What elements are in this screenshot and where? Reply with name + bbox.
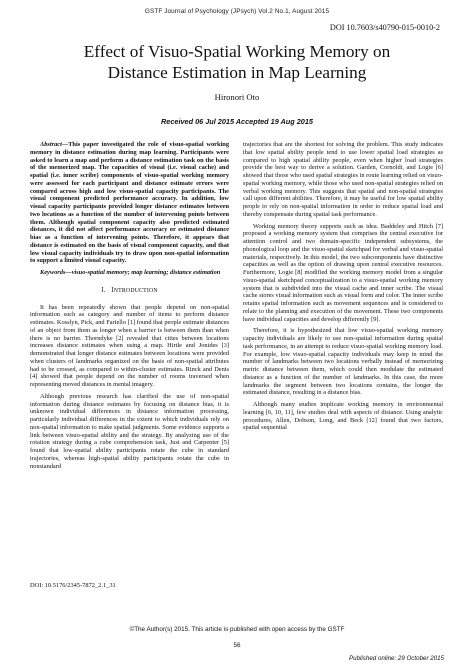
title-line-1: Effect of Visuo-Spatial Working Memory on [83,42,391,61]
intro-paragraph-1: It has been repeatedly shown that people depend on non-spatial information such as category and number of items to perform distance estimates. Kosslyn, Pick, and Fariello [1] found that people estimate distances of an object from them as longer when a barrier is between them than when there is no barrier. Thorndyke [2] revealed that cities between locations increases distance estimates when using a map. Hirtle and Jonides [3] demonstrated that longer distance estimates between locations were provided when clusters of landmarks organized on the basis of non-spatial attributes had to be crossed, as compared to within-cluster estimates. Rinck and Denis [4] showed that people depend on the number of rooms traversed when representing moved distances in mental imagery. [30,303,229,388]
left-column [30,141,229,470]
section-numeral: I. [101,286,106,294]
section-title-rest: NTRODUCTION [113,287,158,294]
abstract [30,141,229,265]
abstract-lead: Abstract [40,141,62,148]
footer-copyright: ©The Author(s) 2015. This article is published with open access by the GSTF [129,626,345,633]
right-paragraph-2: Working memory theory supports such as idea. Baddeley and Hitch [7] proposed a working memory system that comprises the central executive for attention control and two domain-specific independent subsystems, the phonological loop and the visuo-spatial sketchpad for verbal and visuo-spatial materials, respectively. In this model, the two subcomponents have distinctive capacities as well as the option of drawing upon central executive resources. Furthermore, Logie [8] modified the working memory model from a singular visuo-spatial sketchpad conceptualization to a visuo-spatial working memory system that is subdivided into the visual cache and inner scribe. The visual cache stores visual information such as visual form and color. The inner scribe retains spatial information such as movement sequences and is considered to relate to the planning and execution of the movement. These two components have individual capacities and develop differently [9]. [243,222,443,323]
journal-header: GSTF Journal of Psychology (JPsych) Vol.2 No.1, August 2015 [144,8,330,15]
right-paragraph-1: trajectories that are the shortest for solving the problem. This study indicates that low spatial ability people tend to use lower spatial load strategies as compared to high spatial ability people, even when higher load strategies provide the best way to derive a solution. Garden, Cornoldi, and Logie [6] showed that those who used spatial strategies in route learning relied on visuo-spatial working memory, while those who used non-spatial strategies relied on verbal working memory. This suggests that spatial and non-spatial strategies call upon different abilities. Therefore, it may be useful for low spatial ability people to rely on non-spatial information in order to reduce spatial load and thereby compensate during spatial task performance. [243,141,443,218]
section-heading-introduction [30,287,229,296]
doi-bottom: DOI: 10.5176/2345-7872_2.1_31 [30,582,116,589]
keywords: Keywords—visuo-spatial memory; map learning; distance estimation [40,269,221,276]
section-initial: I [111,286,114,294]
right-paragraph-4: Although many studies implicate working memory in environmental learning [6, 10, 11], few studies deal with aspects of distance. Using analytic procedures, Allen, Dobson, Long, and Beck [12] found that two factors, spatial sequential [243,401,443,432]
right-paragraph-3: Therefore, it is hypothesized that low visuo-spatial working memory capacity individuals are likely to use non-spatial information during spatial task performance, in an attempt to reduce visuo-spatial working memory load. For example, low visuo-spatial capacity individuals may keep in mind the number of landmarks between two locations verbally instead of memorizing metric distance between them, which could then modulate the estimated distance as a function of the number of landmarks. In this case, the more landmarks the segment between two locations contains, the longer the estimated distance, resulting in a distance bias. [243,327,443,397]
title-line-2: Distance Estimation in Map Learning [107,63,367,82]
right-column [243,141,443,432]
published-online: Published online: 29 October 2015 [349,655,444,662]
paper-title [0,41,474,83]
doi-top: DOI 10.7603/s40790-015-0010-2 [329,23,440,32]
author-name: Hironori Oto [214,92,260,102]
intro-paragraph-2: Although previous research has clarified the use of non-spatial information during distance estimates by focusing on distance bias, it is unknown individual differences in distance information processing, particularly individual differences in the extent to which individuals rely on non-spatial information to make spatial judgments. Some evidence supports a link between visuo-spatial ability and the strategy. By analyzing use of the rotation strategy during a cube comprehension task, Just and Carpenter [5] found that low-spatial ability participants rotate the cube in standard trajectories, whereas high-spatial ability participants rotate the cube in nonstandard [30,392,229,470]
abstract-body: —This paper investigated the role of visuo-spatial working memory in distance estimation during map learning. Participants were asked to learn a map and perform a distance estimation task on the basis of the memorized map. The capacities of visual (i.e. visual cache) and spatial (i.e. inner scribe) components of visuo-spatial working memory were assessed for each participant and distance estimate errors were compared across high and low visuo-spatial capacity participants. The visual component predicted performance accuracy. In addition, low visual capacity participants provided longer distance estimates between two locations as a function of the number of intervening points between them. Although spatial component capacity also predicted estimated distances, it did not affect performance accuracy or estimated distance bias as a function of intervening points. Therefore, it appears that distance is estimated on the basis of visual component capacity, and that low visual capacity individuals try to draw upon non-spatial information to support a limited visual capacity. [30,141,229,265]
page-number: 56 [233,642,241,649]
received-accepted-dates: Received 06 Jul 2015 Accepted 19 Aug 2015 [161,117,313,126]
